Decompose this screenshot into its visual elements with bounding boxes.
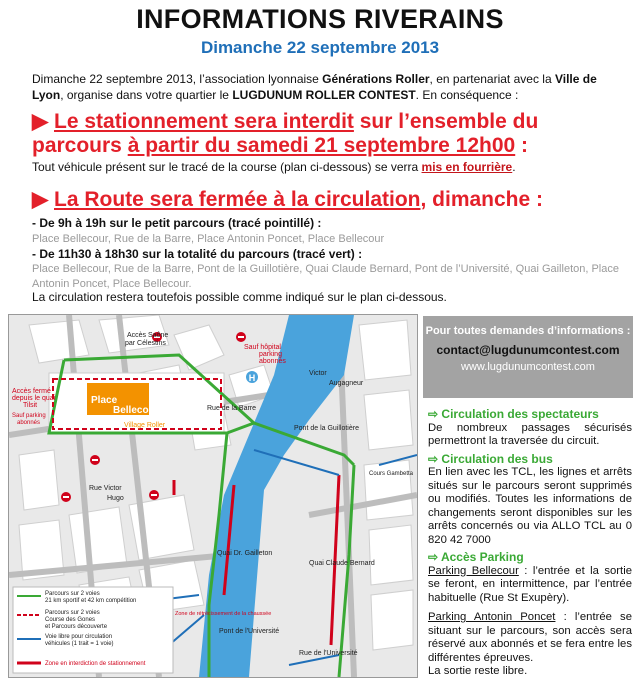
arrow-icon: ▶ xyxy=(32,110,49,133)
map-label-rue-universite: Rue de l'Université xyxy=(299,650,358,657)
map-label-par-celestins: par Célestins xyxy=(125,340,166,347)
map-label-tilsit: Tilsit xyxy=(23,402,38,409)
map-label-acces-ferme: Accès fermé xyxy=(12,388,51,395)
map-label-acces-saone: Accès Saône xyxy=(127,332,169,339)
schedule-short-label: - De 9h à 19h sur le petit parcours (tracé pointillé) : xyxy=(32,216,322,230)
section-title-text: Circulation des spectateurs xyxy=(441,407,599,421)
legend-small-route: Parcours sur 2 voies xyxy=(45,610,100,616)
schedule-full-label: - De 11h30 à 18h30 sur la totalité du parcours (tracé vert) : xyxy=(32,247,363,261)
arrow-icon: ▶ xyxy=(32,188,49,211)
legend-small-route-detail: Course des Gones xyxy=(45,617,96,623)
parking-poncet-label: Parking Antonin Poncet xyxy=(428,611,556,623)
legend-full-route: Parcours sur 2 voies xyxy=(45,591,100,597)
map-label-parking: parking xyxy=(259,351,282,358)
road-closed-heading xyxy=(32,188,632,212)
contact-website-link[interactable]: www.lugdunumcontest.com xyxy=(461,361,595,373)
section-parking-bellecour xyxy=(428,565,632,606)
hospital-letter: H xyxy=(248,373,256,383)
towing-text: Tout véhicule présent sur le tracé de la course (plan ci-dessous) se verra xyxy=(32,160,422,174)
legend-open-lane: Voie libre pour circulation xyxy=(45,634,113,640)
arrow-right-icon: ⇨ xyxy=(428,550,439,564)
legend-full-route-detail: 21 km sportif et 42 km compétition xyxy=(45,598,137,604)
parking-start-date: à partir du samedi 21 septembre 12h00 xyxy=(127,134,516,157)
section-bus-title xyxy=(428,453,632,467)
section-spectators-text: De nombreux passages sécurisés permettront la traversée du circuit. xyxy=(428,421,632,447)
towing-end: . xyxy=(512,160,516,174)
org-name: Générations Roller xyxy=(322,72,430,86)
parking-scope: sur l’ensemble du parcours xyxy=(32,110,539,157)
map-label-rue-barre: Rue de la Barre xyxy=(207,405,257,412)
map-label-rue-victor: Rue Victor xyxy=(89,485,122,492)
legend-open-lane-detail: véhicules (1 trait = 1 voie) xyxy=(45,641,114,647)
route-map xyxy=(8,314,418,678)
map-label-hugo: Hugo xyxy=(107,495,124,502)
page-title: INFORMATIONS RIVERAINS xyxy=(136,4,504,34)
intro-text: . En conséquence : xyxy=(415,88,519,102)
route-map-svg xyxy=(9,315,417,677)
road-closed-day: , dimanche : xyxy=(420,188,544,211)
map-label-place: Place xyxy=(91,395,118,406)
legend-no-parking: Zone en interdiction de stationnement xyxy=(45,661,146,667)
contact-box xyxy=(423,316,633,398)
intro-text: , organise dans votre quartier le xyxy=(60,88,233,102)
contact-email-link[interactable]: contact@lugdunumcontest.com xyxy=(436,343,620,357)
map-label-sauf-parking: Sauf parking xyxy=(12,413,46,419)
arrow-right-icon: ⇨ xyxy=(428,407,439,421)
map-label-zone: Zone de rétrécissement de la chaussée xyxy=(175,611,272,617)
map-label-bellecour: Bellecour xyxy=(113,405,159,416)
map-label-depuis-quai: depuis le quai xyxy=(12,395,56,402)
info-panel xyxy=(428,404,632,679)
intro-text: , en partenariat avec la xyxy=(429,72,555,86)
map-label-pont-guillotiere: Pont de la Guillotière xyxy=(294,425,359,432)
section-spectators-title xyxy=(428,408,632,422)
parking-bellecour-label: Parking Bellecour xyxy=(428,564,519,577)
section-parking-title xyxy=(428,551,632,565)
closing-text: La circulation restera toutefois possible comme indiqué sur le plan ci-dessous. xyxy=(32,290,447,304)
map-label-victor: Victor xyxy=(309,370,327,377)
legend-small-route-detail-2: et Parcours découverte xyxy=(45,624,108,630)
parking-poncet-text: : l’entrée se situant sur le parcours, son accès sera réservé aux abonnés et se fera entre les différentes épreuves. xyxy=(428,611,632,664)
map-label-abonnes-2: abonnés xyxy=(17,420,41,426)
section-parking-poncet xyxy=(428,611,632,665)
map-label-abonnes: abonnés xyxy=(259,358,286,365)
towing-notice xyxy=(32,160,516,174)
map-label-quai-claude: Quai Claude Bernard xyxy=(309,560,375,567)
parking-exit-text: La sortie reste libre. xyxy=(428,665,528,677)
schedule-short-streets: Place Bellecour, Rue de la Barre, Place Antonin Poncet, Place Bellecour xyxy=(32,233,385,245)
map-label-augagneur: Augagneur xyxy=(329,380,364,387)
parking-notice-heading xyxy=(32,110,632,158)
map-label-village: Village Roller xyxy=(124,422,166,429)
map-label-pont-universite: Pont de l'Université xyxy=(219,628,280,635)
map-legend xyxy=(13,587,173,673)
towing-emphasis: mis en fourrière xyxy=(421,160,513,174)
map-label-quai-gailleton: Quai Dr. Gailleton xyxy=(217,550,273,557)
event-name: LUGDUNUM ROLLER CONTEST xyxy=(232,88,416,102)
arrow-right-icon: ⇨ xyxy=(428,451,439,466)
parking-bellecour-text: : l’entrée et la sortie se feront, en intermittence, par l’entrée habituelle (Rue St Exupèry). xyxy=(428,564,632,604)
intro-text: Dimanche 22 septembre 2013, l’association lyonnaise xyxy=(32,72,323,86)
intro-paragraph xyxy=(32,71,607,103)
section-title-text: Accès Parking xyxy=(440,550,524,564)
parking-colon: : xyxy=(515,134,529,157)
section-bus-text: En lien avec les TCL, les lignes et arrêts situés sur le parcours seront supprimés ou modifiés. Toutes les informations de changements seront disponibles sur les arrêts concernés ou via ALLO TCL au 0 820 42 7000 xyxy=(428,466,632,546)
map-label-gambetta: Cours Gambetta xyxy=(369,471,414,477)
parking-forbidden: Le stationnement sera interdit xyxy=(54,110,354,133)
schedule-full-streets: Place Bellecour, Rue de la Barre, Pont de la Guillotière, Quai Claude Bernard, Pont de l’Université, Quai Gailleton, Place Antonin Poncet, Place Bellecour. xyxy=(32,263,619,290)
city-name: Ville de Lyon xyxy=(32,72,597,102)
map-label-sauf-hopital: Sauf hôpital xyxy=(244,344,281,351)
section-title-text: Circulation des bus xyxy=(441,451,553,466)
page-date: Dimanche 22 septembre 2013 xyxy=(200,38,440,57)
road-closed-text: La Route sera fermée à la circulation xyxy=(54,188,421,211)
contact-ask: Pour toutes demandes d’informations : xyxy=(425,325,631,337)
